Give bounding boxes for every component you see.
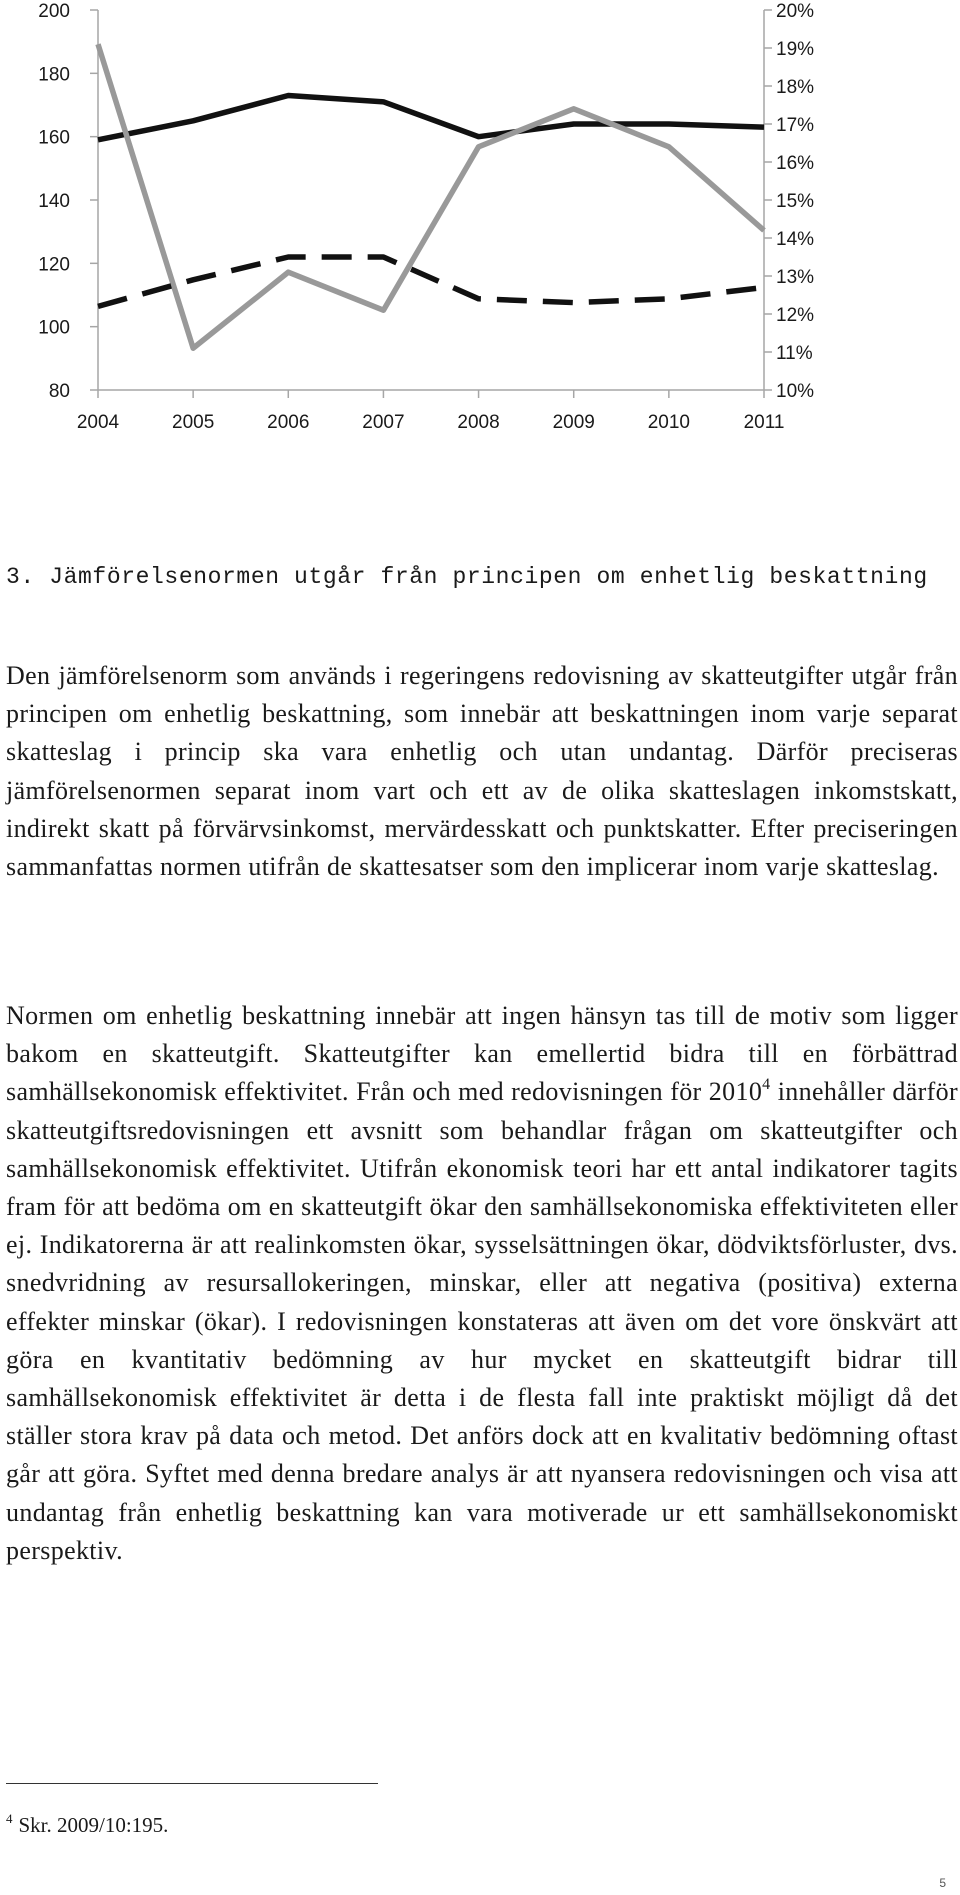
right-axis-ticks bbox=[764, 1, 814, 402]
series-line-3 bbox=[98, 257, 764, 306]
right-tick-label: 12% bbox=[776, 305, 815, 326]
chart-axes bbox=[98, 10, 764, 390]
x-tick-label: 2008 bbox=[457, 412, 500, 433]
right-tick-label: 16% bbox=[776, 153, 815, 174]
right-tick-label: 18% bbox=[776, 77, 815, 98]
footnote-text: Skr. 2009/10:195. bbox=[18, 1813, 169, 1837]
x-tick-label: 2006 bbox=[267, 412, 310, 433]
left-tick-label: 140 bbox=[38, 191, 70, 212]
footnote-reference[interactable]: 4 bbox=[762, 1076, 771, 1094]
right-tick-label: 11% bbox=[776, 343, 813, 364]
right-tick-label: 15% bbox=[776, 191, 815, 212]
footnote-number: 4 bbox=[6, 1811, 13, 1826]
right-tick-label: 19% bbox=[776, 39, 815, 60]
footnote-divider bbox=[6, 1783, 378, 1784]
right-tick-label: 13% bbox=[776, 267, 815, 288]
footnote bbox=[6, 1812, 168, 1838]
right-tick-label: 10% bbox=[776, 381, 815, 402]
paragraph-2-part-1: Normen om enhetlig beskattning innebär att ingen hänsyn tas till de motiv som ligger bakom en skatteutgift. Skatteutgifter kan emellertid bidra till en förbättrad samhällsekonomisk effektivitet. Från och med redovisningen för 2010 bbox=[6, 1001, 958, 1107]
right-tick-label: 20% bbox=[776, 1, 815, 22]
paragraph-2-part-2: innehåller därför skatteutgiftsredovisningen ett avsnitt som behandlar frågan om skatteutgifter och samhällsekonomisk effektivitet. Utifrån ekonomisk teori har ett antal indikatorer tagits fram för att bedöma om en skatteutgift ökar den samhällsekonomiska effektiviteten eller ej. Indikatorerna är att realinkomsten ökar, sysselsättningen ökar, dödviktsförluster, dvs. snedvridning av resursallokeringen, minskar, eller att negativa (positiva) externa effekter minskar (ökar). I redovisningen konstateras att även om det vore önskvärt att göra en kvantitativ bedömning av hur mycket en skatteutgift bidrar till samhällsekonomisk effektivitet är detta i de flesta fall inte praktiskt möjligt då det ställer stora krav på data och metod. Det anförs dock att en kvalitativ bedömning oftast går att göra. Syftet med denna bredare analys är att nyansera redovisningen och visa att undantag från enhetlig beskattning kan vara motiverade ur ett samhällsekonomiskt perspektiv. bbox=[6, 1077, 958, 1565]
line-chart bbox=[0, 0, 960, 460]
x-axis-ticks bbox=[77, 390, 785, 433]
x-tick-label: 2005 bbox=[172, 412, 215, 433]
left-tick-label: 100 bbox=[38, 317, 70, 339]
right-tick-label: 14% bbox=[776, 229, 815, 250]
chart-series bbox=[98, 44, 764, 348]
left-axis-ticks bbox=[38, 1, 98, 402]
paragraph-2 bbox=[6, 997, 958, 1570]
left-tick-label: 200 bbox=[38, 1, 70, 22]
x-tick-label: 2007 bbox=[362, 412, 405, 433]
series-line-1 bbox=[98, 96, 764, 140]
page-number: 5 bbox=[939, 1876, 946, 1890]
x-tick-label: 2004 bbox=[76, 412, 120, 433]
x-tick-label: 2011 bbox=[743, 412, 785, 433]
x-tick-label: 2009 bbox=[552, 412, 595, 433]
paragraph-1: Den jämförelsenorm som används i regeringens redovisning av skatteutgifter utgår från principen om enhetlig beskattning, som innebär att beskattningen inom varje separat skatteslag i princip ska vara enhetlig och utan undantag. Därför preciseras jämförelsenormen separat inom vart och ett av de olika skatteslagen inkomstskatt, indirekt skatt på förvärvsinkomst, mervärdesskatt och punktskatter. Efter preciseringen sammanfattas normen utifrån de skattesatser som den implicerar inom varje skatteslag. bbox=[6, 661, 958, 882]
left-tick-label: 160 bbox=[38, 127, 70, 149]
left-tick-label: 120 bbox=[38, 254, 70, 276]
left-tick-label: 180 bbox=[38, 64, 70, 86]
x-tick-label: 2010 bbox=[647, 412, 690, 433]
left-tick-label: 80 bbox=[48, 381, 70, 402]
right-tick-label: 17% bbox=[776, 115, 815, 136]
section-heading: 3. Jämförelsenormen utgår från principen om enhetlig beskattning bbox=[6, 564, 928, 590]
series-line-2 bbox=[98, 44, 764, 348]
